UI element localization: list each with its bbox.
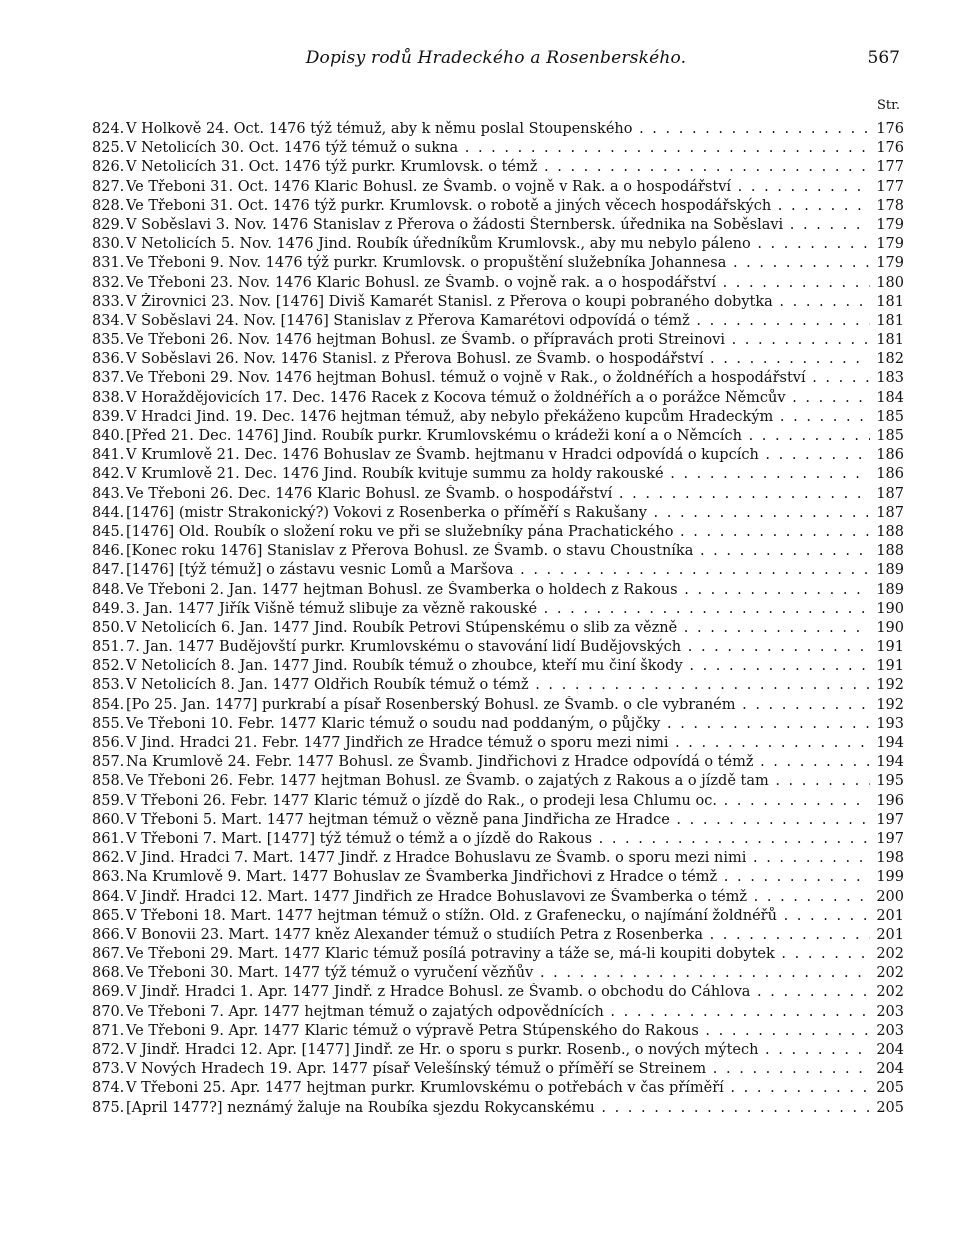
entry-text: 3. Jan. 1477 Jiřík Višně témuž slibuje za vězně rakouské . . . (126, 600, 870, 619)
entry-text: V Hradci Jind. 19. Dec. 1476 hejtman témuž, aby nebylo překáženo kupcům Hradeckým . . . (126, 408, 870, 427)
page-header (92, 48, 900, 72)
entry-page: 197 (876, 830, 904, 847)
toc-entry (92, 561, 904, 580)
entry-page: 186 (876, 466, 904, 483)
entry-number: 831. (92, 255, 125, 272)
entry-number: 842. (92, 466, 125, 483)
toc-entry (92, 964, 904, 983)
entry-page: 181 (876, 293, 904, 310)
entry-text: [Po 25. Jan. 1477] purkrabí a písař Rosenberský Bohusl. ze Švamb. o cle vybraném . . . (126, 696, 870, 715)
entry-page: 192 (876, 677, 904, 694)
entry-page: 204 (876, 1042, 904, 1058)
entry-text: [1476] [týž témuž] o zástavu vesnic Lomů a Maršova . . . (126, 561, 870, 580)
entry-page: 199 (876, 869, 904, 886)
toc-entry (92, 926, 904, 945)
toc-entry (92, 369, 904, 388)
entry-page: 195 (876, 773, 904, 790)
entry-text: V Jind. Hradci 7. Mart. 1477 Jindř. z Hradce Bohuslavu ze Švamb. o sporu mezi nimi . . . (126, 849, 870, 868)
entry-page: 197 (876, 811, 904, 828)
entry-page: 205 (876, 1099, 904, 1116)
entry-text: V Netolicích 30. Oct. 1476 týž témuž o sukna . . . (126, 139, 870, 158)
entry-page: 194 (876, 754, 904, 771)
toc-entry (92, 158, 904, 177)
toc-entry (92, 1003, 904, 1022)
entry-page: 184 (876, 389, 904, 406)
entry-number: 864. (92, 888, 125, 905)
entry-text: V Netolicích 31. Oct. 1476 týž purkr. Krumlovsk. o témž . . . (126, 158, 870, 177)
toc-entry (92, 1099, 904, 1118)
entry-text: Ve Třeboni 7. Apr. 1477 hejtman témuž o zajatých odpovědnících . . . (126, 1003, 870, 1022)
page-column-label: Str. (876, 98, 900, 113)
entry-page: 203 (876, 1003, 904, 1020)
entry-number: 851. (92, 639, 125, 656)
entry-number: 844. (92, 504, 125, 521)
entry-number: 839. (92, 408, 125, 425)
entry-text: [Před 21. Dec. 1476] Jind. Roubík purkr. Krumlovskému o krádeži koní a o Němcích . . . (126, 427, 870, 446)
entry-text: [April 1477?] neznámý žaluje na Roubíka sjezdu Rokycanskému . . . (126, 1099, 870, 1118)
toc-entry (92, 907, 904, 926)
entry-number: 868. (92, 965, 125, 982)
entry-text: V Soběslavi 24. Nov. [1476] Stanislav z Přerova Kamarétovi odpovídá o témž . . . (126, 312, 870, 331)
entry-page: 196 (876, 792, 904, 809)
entry-number: 855. (92, 715, 125, 732)
entry-page: 190 (876, 619, 904, 636)
entry-text: Ve Třeboni 31. Oct. 1476 Klaric Bohusl. ze Švamb. o vojně v Rak. a o hospodářství . . . (126, 178, 870, 197)
entry-number: 846. (92, 543, 125, 560)
entry-number: 824. (92, 121, 125, 137)
entry-page: 185 (876, 408, 904, 425)
entry-text: V Jindř. Hradci 12. Apr. [1477] Jindř. ze Hr. o sporu s purkr. Rosenb., o nových mýtech . . . (126, 1041, 870, 1060)
running-title: Dopisy rodů Hradeckého a Rosenberského. (305, 48, 687, 68)
entry-page: 202 (876, 965, 904, 982)
toc-entry (92, 139, 904, 158)
entry-number: 830. (92, 236, 125, 253)
entry-number: 841. (92, 447, 125, 464)
entry-page: 203 (876, 1022, 904, 1039)
entry-text: Ve Třeboni 29. Nov. 1476 hejtman Bohusl. témuž o vojně v Rak., o žoldnéřích a hospodářství . . . (126, 369, 870, 388)
entry-text: V Soběslavi 26. Nov. 1476 Stanisl. z Přerova Bohusl. ze Švamb. o hospodářství . . . (126, 350, 870, 369)
toc-entry (92, 293, 904, 312)
entry-number: 825. (92, 140, 125, 157)
entry-text: V Soběslavi 3. Nov. 1476 Stanislav z Přerova o žádosti Šternbersk. úřednika na Soběslavi . . . (126, 216, 870, 235)
toc-entry (92, 331, 904, 350)
entry-text: V Netolicích 8. Jan. 1477 Jind. Roubík témuž o zhoubce, kteří mu činí škody . . . (126, 657, 870, 676)
entry-text: V Horaždějovicích 17. Dec. 1476 Racek z Kocova témuž o žoldnéřích a o porážce Němcův . . . (126, 389, 870, 408)
toc-entry (92, 312, 904, 331)
entry-number: 856. (92, 735, 125, 751)
toc-entry (92, 542, 904, 561)
toc-entry (92, 1041, 904, 1060)
entry-number: 873. (92, 1061, 125, 1078)
entry-page: 188 (876, 543, 904, 560)
entry-number: 862. (92, 850, 125, 867)
entry-number: 847. (92, 562, 125, 579)
toc-entry (92, 868, 904, 887)
entry-number: 863. (92, 869, 125, 886)
entry-number: 858. (92, 773, 125, 790)
entry-text: V Třeboni 25. Apr. 1477 hejtman purkr. Krumlovskému o potřebách v čas příměří . . . (126, 1079, 870, 1098)
entry-page: 191 (876, 639, 904, 656)
entry-number: 832. (92, 274, 125, 291)
entry-text: V Třeboni 26. Febr. 1477 Klaric témuž o jízdě do Rak., o prodeji lesa Chlumu oc. . . . (126, 792, 870, 811)
entry-number: 869. (92, 984, 125, 1001)
entry-number: 837. (92, 370, 125, 387)
entry-page: 179 (876, 216, 904, 233)
entry-text: V Krumlově 21. Dec. 1476 Bohuslav ze Švamb. hejtmanu v Hradci odpovídá o kupcích . . . (126, 446, 870, 465)
toc-entry (92, 734, 904, 753)
entry-text: V Krumlově 21. Dec. 1476 Jind. Roubík kvituje summu za holdy rakouské . . . (126, 465, 870, 484)
toc-entry (92, 427, 904, 446)
entry-text: Na Krumlově 24. Febr. 1477 Bohusl. ze Švamb. Jindřichovi z Hradce odpovídá o témž . . . (126, 753, 870, 772)
entry-page: 204 (876, 1061, 904, 1078)
toc-entry (92, 389, 904, 408)
toc-entry (92, 197, 904, 216)
entry-number: 859. (92, 792, 125, 809)
entry-page: 193 (876, 715, 904, 732)
entry-text: V Jind. Hradci 21. Febr. 1477 Jindřich ze Hradce témuž o sporu mezi nimi . . . (126, 734, 870, 753)
entry-number: 848. (92, 581, 125, 598)
toc-entry (92, 619, 904, 638)
entry-text: Ve Třeboni 29. Mart. 1477 Klaric témuž posílá potraviny a táže se, má-li koupiti dobytek . . . (126, 945, 870, 964)
entry-text: V Jindř. Hradci 12. Mart. 1477 Jindřich ze Hradce Bohuslavovi ze Švamberka o témž . . . (126, 888, 870, 907)
entry-number: 826. (92, 159, 125, 176)
toc-entry (92, 408, 904, 427)
entry-number: 872. (92, 1042, 125, 1058)
entry-text: V Bonovii 23. Mart. 1477 kněz Alexander témuž o studiích Petra z Rosenberka . . . (126, 926, 870, 945)
entry-page: 180 (876, 274, 904, 291)
entry-number: 849. (92, 600, 125, 617)
entry-text: V Třeboni 7. Mart. [1477] týž témuž o témž a o jízdě do Rakous . . . (126, 830, 870, 849)
entry-page: 179 (876, 236, 904, 253)
entry-page: 177 (876, 178, 904, 195)
entry-text: V Netolicích 8. Jan. 1477 Oldřich Roubík témuž o témž . . . (126, 676, 870, 695)
entry-number: 861. (92, 830, 125, 847)
entry-number: 870. (92, 1003, 125, 1020)
entry-page: 205 (876, 1080, 904, 1097)
entry-number: 857. (92, 754, 125, 771)
entry-number: 829. (92, 216, 125, 233)
toc-entry (92, 983, 904, 1002)
entry-page: 181 (876, 332, 904, 349)
entry-text: [Konec roku 1476] Stanislav z Přerova Bohusl. ze Švamb. o stavu Choustníka . . . (126, 542, 870, 561)
entry-page: 194 (876, 735, 904, 751)
entry-number: 860. (92, 811, 125, 828)
entry-text: Ve Třeboni 26. Febr. 1477 hejtman Bohusl. ze Švamb. o zajatých z Rakous a o jízdě tam . . . (126, 772, 870, 791)
toc-entry (92, 657, 904, 676)
entry-number: 843. (92, 485, 125, 502)
entry-page: 201 (876, 907, 904, 924)
entry-number: 835. (92, 332, 125, 349)
entry-text: [1476] Old. Roubík o složení roku ve při se služebníky pána Prachatického . . . (126, 523, 870, 542)
entry-text: V Třeboni 18. Mart. 1477 hejtman témuž o stížn. Old. z Grafenecku, o najímání žoldnéřů . . . (126, 907, 870, 926)
toc-entry (92, 849, 904, 868)
entry-number: 840. (92, 428, 125, 444)
entry-text: Ve Třeboni 26. Dec. 1476 Klaric Bohusl. ze Švamb. o hospodářství . . . (126, 485, 870, 504)
entry-number: 850. (92, 619, 125, 636)
entry-page: 189 (876, 581, 904, 598)
toc-entry (92, 178, 904, 197)
toc-entry (92, 504, 904, 523)
entry-page: 189 (876, 562, 904, 579)
entry-number: 875. (92, 1099, 125, 1116)
toc-entry (92, 830, 904, 849)
entry-number: 827. (92, 178, 125, 195)
toc-entry (92, 792, 904, 811)
entry-page: 201 (876, 926, 904, 943)
toc-entry (92, 120, 904, 139)
entry-page: 187 (876, 485, 904, 502)
entry-page: 179 (876, 255, 904, 272)
entry-text: [1476] (mistr Strakonický?) Vokovi z Rosenberka o příměří s Rakušany . . . (126, 504, 870, 523)
entry-text: Ve Třeboni 23. Nov. 1476 Klaric Bohusl. ze Švamb. o vojně rak. a o hospodářství . . . (126, 274, 870, 293)
entry-page: 187 (876, 504, 904, 521)
entry-text: 7. Jan. 1477 Budějovští purkr. Krumlovskému o stavování lidí Budějovských . . . (126, 638, 870, 657)
entry-text: V Jindř. Hradci 1. Apr. 1477 Jindř. z Hradce Bohusl. ze Švamb. o obchodu do Cáhlova . . . (126, 983, 870, 1002)
toc-entry (92, 715, 904, 734)
entry-page: 181 (876, 312, 904, 329)
entry-text: V Žirovnici 23. Nov. [1476] Diviš Kamarét Stanisl. z Přerova o koupi pobraného dobytka . . . (126, 293, 870, 312)
toc-entry (92, 274, 904, 293)
entry-page: 190 (876, 600, 904, 617)
entry-page: 185 (876, 428, 904, 444)
entry-page: 191 (876, 658, 904, 675)
entry-page: 200 (876, 888, 904, 905)
toc-entry (92, 523, 904, 542)
entry-number: 834. (92, 312, 125, 329)
toc-entry (92, 888, 904, 907)
toc-entry (92, 638, 904, 657)
entry-page: 186 (876, 447, 904, 464)
entry-number: 871. (92, 1022, 125, 1039)
toc-entry (92, 772, 904, 791)
entry-text: Ve Třeboni 10. Febr. 1477 Klaric témuž o soudu nad poddaným, o půjčky . . . (126, 715, 870, 734)
toc-entry (92, 216, 904, 235)
entry-number: 852. (92, 658, 125, 675)
toc-entry (92, 600, 904, 619)
entry-text: Na Krumlově 9. Mart. 1477 Bohuslav ze Švamberka Jindřichovi z Hradce o témž . . . (126, 868, 870, 887)
entry-number: 867. (92, 946, 125, 963)
entry-page: 188 (876, 523, 904, 540)
entry-number: 836. (92, 351, 125, 368)
entry-text: Ve Třeboni 9. Nov. 1476 týž purkr. Krumlovsk. o propuštění služebníka Johannesa . . . (126, 254, 870, 273)
entry-number: 833. (92, 293, 125, 310)
page-number: 567 (867, 48, 900, 68)
entry-text: V Třeboni 5. Mart. 1477 hejtman témuž o vězně pana Jindřicha ze Hradce . . . (126, 811, 870, 830)
entry-number: 865. (92, 907, 125, 924)
toc-entry (92, 485, 904, 504)
entry-text: Ve Třeboni 26. Nov. 1476 hejtman Bohusl. ze Švamb. o přípravách proti Streinovi . . . (126, 331, 870, 350)
toc-entry (92, 676, 904, 695)
entry-page: 176 (876, 121, 904, 137)
toc-entry (92, 235, 904, 254)
toc-entry (92, 753, 904, 772)
entry-number: 845. (92, 523, 125, 540)
entry-number: 866. (92, 926, 125, 943)
toc-entry (92, 350, 904, 369)
entry-page: 183 (876, 370, 904, 387)
entry-page: 176 (876, 140, 904, 157)
entry-page: 182 (876, 351, 904, 368)
entry-number: 874. (92, 1080, 125, 1097)
toc-entry (92, 1022, 904, 1041)
toc-entry (92, 446, 904, 465)
entry-page: 178 (876, 197, 904, 214)
entry-page: 192 (876, 696, 904, 713)
entry-text: Ve Třeboni 30. Mart. 1477 týž témuž o vyručení vězňův . . . (126, 964, 870, 983)
entry-number: 853. (92, 677, 125, 694)
entry-text: Ve Třeboni 31. Oct. 1476 týž purkr. Krumlovsk. o robotě a jiných věcech hospodářských . . . (126, 197, 870, 216)
toc-entry (92, 1079, 904, 1098)
entry-page: 177 (876, 159, 904, 176)
toc-entry (92, 581, 904, 600)
entry-text: V Netolicích 5. Nov. 1476 Jind. Roubík úředníkům Krumlovsk., aby mu nebylo páleno . . . (126, 235, 870, 254)
entry-text: V Nových Hradech 19. Apr. 1477 písař Velešínský témuž o příměří se Streinem . . . (126, 1060, 870, 1079)
toc-entry (92, 254, 904, 273)
toc-entry (92, 465, 904, 484)
entry-text: Ve Třeboni 2. Jan. 1477 hejtman Bohusl. ze Švamberka o holdech z Rakous . . . (126, 581, 870, 600)
entry-number: 854. (92, 696, 125, 713)
entry-text: Ve Třeboni 9. Apr. 1477 Klaric témuž o výpravě Petra Stúpenského do Rakous . . . (126, 1022, 870, 1041)
entry-text: V Holkově 24. Oct. 1476 týž témuž, aby k němu poslal Stoupenského . . . (126, 120, 870, 139)
toc-entry (92, 1060, 904, 1079)
entry-number: 838. (92, 389, 125, 406)
toc-entry (92, 811, 904, 830)
toc-entry (92, 696, 904, 715)
entry-page: 198 (876, 850, 904, 867)
entry-page: 202 (876, 984, 904, 1001)
table-of-contents (92, 120, 904, 1118)
entry-number: 828. (92, 197, 125, 214)
entry-text: V Netolicích 6. Jan. 1477 Jind. Roubík Petrovi Stúpenskému o slib za vězně . . . (126, 619, 870, 638)
toc-entry (92, 945, 904, 964)
entry-page: 202 (876, 946, 904, 963)
